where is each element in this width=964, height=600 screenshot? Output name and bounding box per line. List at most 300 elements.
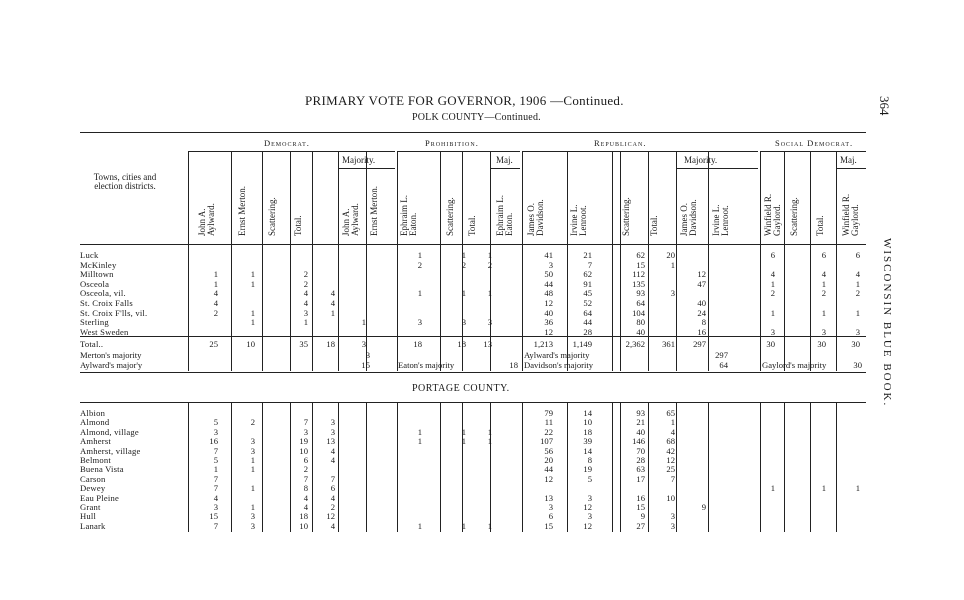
polk-cell-s-maj-gaylord: 3 bbox=[855, 326, 860, 337]
portage-cell-merton: 3 bbox=[250, 436, 255, 447]
portage-cell-davidson: 11 bbox=[544, 417, 553, 428]
polk-cell-r-maj-lenroot: 40 bbox=[697, 298, 706, 308]
polk-total-cell-s-maj-gaylord: 30 bbox=[851, 339, 860, 349]
portage-cell-maj-aylward: 12 bbox=[326, 511, 335, 522]
portage-cell-aylward: 7 bbox=[213, 520, 218, 531]
portage-cell-aylward: 7 bbox=[213, 483, 218, 494]
polk-cell-davidson: 3 bbox=[548, 259, 553, 270]
portage-cell-merton: 3 bbox=[250, 511, 255, 522]
polk-row-label: Osceola, vil. bbox=[80, 288, 126, 299]
column-header-r-maj-lenroot: Irvine L. Lenroot. bbox=[711, 204, 730, 236]
portage-cell-r-total: 28 bbox=[636, 455, 645, 465]
column-header-davidson: James O. Davidson. bbox=[526, 199, 545, 236]
portage-cell-r-maj-davidson: 68 bbox=[666, 436, 675, 447]
column-header-s-maj-gaylord: Winfield R. Gaylord. bbox=[841, 193, 860, 236]
polk-cell-s-maj-gaylord: 1 bbox=[855, 278, 860, 289]
portage-cell-total: 2 bbox=[303, 464, 308, 475]
polk-cell-total: 2 bbox=[303, 269, 308, 280]
portage-cell-lenroot: 10 bbox=[583, 417, 592, 428]
davidson-majority-value: 64 bbox=[719, 360, 728, 370]
portage-cell-davidson: 15 bbox=[544, 520, 553, 531]
portage-cell-maj-aylward: 4 bbox=[330, 455, 335, 465]
polk-cell-merton: 1 bbox=[250, 269, 255, 280]
column-rule bbox=[676, 402, 677, 532]
polk-cell-merton: 1 bbox=[250, 307, 255, 318]
portage-cell-p-maj-eaton: 1 bbox=[487, 426, 492, 437]
portage-cell-total: 18 bbox=[299, 511, 308, 522]
portage-cell-aylward: 3 bbox=[213, 502, 218, 512]
polk-cell-r-total: 64 bbox=[636, 298, 645, 308]
polk-bottom-rule bbox=[80, 372, 866, 373]
column-rule bbox=[612, 402, 613, 532]
prohibition-rule bbox=[397, 151, 520, 152]
portage-cell-total: 7 bbox=[303, 473, 308, 484]
column-rule bbox=[810, 402, 811, 532]
polk-cell-p-maj-eaton: 2 bbox=[487, 259, 492, 270]
portage-cell-maj-aylward: 7 bbox=[330, 473, 335, 484]
portage-cell-r-total: 93 bbox=[636, 408, 645, 418]
column-header-total: Total. bbox=[293, 215, 303, 236]
portage-cell-s-total: 1 bbox=[821, 483, 826, 494]
soc-maj-header: Maj. bbox=[840, 155, 857, 165]
polk-cell-p-maj-eaton: 1 bbox=[487, 250, 492, 260]
polk-cell-p-total: 1 bbox=[461, 288, 466, 299]
polk-cell-s-total: 4 bbox=[821, 269, 826, 280]
portage-cell-davidson: 44 bbox=[544, 464, 553, 475]
column-rule bbox=[366, 151, 367, 371]
republican-header: Republican. bbox=[594, 138, 647, 148]
polk-cell-s-total: 2 bbox=[821, 288, 826, 299]
portage-cell-r-total: 16 bbox=[636, 492, 645, 503]
column-header-s-total: Total. bbox=[815, 215, 825, 236]
polk-total-cell-s-total: 30 bbox=[817, 339, 826, 349]
portage-cell-r-maj-davidson: 3 bbox=[670, 520, 675, 531]
portage-cell-r-maj-davidson: 42 bbox=[666, 445, 675, 456]
polk-row-label: Milltown bbox=[80, 269, 114, 280]
portage-cell-eaton: 1 bbox=[417, 520, 422, 531]
column-rule bbox=[522, 151, 523, 371]
democrat-rule bbox=[188, 151, 395, 152]
column-header-eaton: Ephraim L. Eaton. bbox=[399, 195, 418, 236]
column-rule bbox=[262, 151, 263, 371]
portage-cell-total: 19 bbox=[299, 436, 308, 447]
page-number: 364 bbox=[877, 96, 892, 116]
portage-cell-aylward: 15 bbox=[209, 511, 218, 522]
towns-column-header: Towns, cities and election districts. bbox=[93, 172, 157, 191]
polk-cell-davidson: 12 bbox=[544, 298, 553, 308]
polk-row-label: St. Croix Falls bbox=[80, 298, 133, 308]
column-rule bbox=[760, 402, 761, 532]
portage-cell-eaton: 1 bbox=[417, 426, 422, 437]
portage-cell-total: 4 bbox=[303, 502, 308, 512]
column-header-scattering: Scattering. bbox=[267, 197, 277, 236]
polk-total-cell-maj-aylward: 18 bbox=[326, 339, 335, 349]
portage-cell-davidson: 13 bbox=[544, 492, 553, 503]
portage-row-label: Almond bbox=[80, 417, 110, 428]
portage-cell-r-total: 40 bbox=[636, 426, 645, 437]
polk-cell-s-maj-gaylord: 1 bbox=[855, 307, 860, 318]
column-rule bbox=[290, 151, 291, 371]
portage-row-label: Carson bbox=[80, 473, 106, 484]
eaton-majority-label: Eaton's majority bbox=[398, 360, 455, 370]
total-rule bbox=[80, 336, 866, 337]
polk-total-cell-r-maj-lenroot: 297 bbox=[693, 339, 706, 349]
portage-cell-davidson: 20 bbox=[544, 455, 553, 465]
polk-row-label: Sterling bbox=[80, 317, 109, 328]
portage-cell-r-total: 70 bbox=[636, 445, 645, 456]
column-rule bbox=[784, 402, 785, 532]
polk-cell-lenroot: 21 bbox=[583, 250, 592, 260]
portage-cell-r-maj-davidson: 1 bbox=[670, 417, 675, 428]
portage-cell-lenroot: 18 bbox=[583, 426, 592, 437]
polk-cell-r-total: 104 bbox=[632, 307, 645, 318]
header-bottom-rule bbox=[80, 244, 866, 245]
portage-cell-merton: 1 bbox=[250, 455, 255, 465]
davidson-majority-label: Davidson's majority bbox=[524, 360, 594, 370]
portage-cell-r-maj-davidson: 65 bbox=[666, 408, 675, 418]
polk-total-cell-lenroot: 1,149 bbox=[572, 339, 592, 349]
polk-cell-p-total: 2 bbox=[461, 259, 466, 270]
portage-cell-maj-aylward: 13 bbox=[326, 436, 335, 447]
portage-cell-merton: 3 bbox=[250, 445, 255, 456]
polk-cell-total: 4 bbox=[303, 298, 308, 308]
polk-cell-maj-merton: 1 bbox=[361, 317, 366, 328]
portage-cell-merton: 2 bbox=[250, 417, 255, 428]
page-title: PRIMARY VOTE FOR GOVERNOR, 1906 —Continued. bbox=[305, 93, 624, 108]
portage-cell-lenroot: 39 bbox=[583, 436, 592, 447]
aylward-majority-label: Aylward's major'y bbox=[80, 360, 143, 370]
portage-cell-lenroot: 19 bbox=[583, 464, 592, 475]
column-header-p-maj-eaton: Ephraim L. Eaton. bbox=[495, 195, 514, 236]
portage-cell-davidson: 107 bbox=[540, 436, 553, 447]
table-top-rule bbox=[80, 132, 866, 133]
portage-cell-p-total: 1 bbox=[461, 426, 466, 437]
polk-cell-lenroot: 44 bbox=[583, 317, 592, 328]
column-rule bbox=[490, 402, 491, 532]
portage-row-label: Buena Vista bbox=[80, 464, 124, 475]
polk-cell-lenroot: 52 bbox=[583, 298, 592, 308]
portage-cell-r-maj-davidson: 25 bbox=[666, 464, 675, 475]
portage-cell-aylward: 1 bbox=[213, 464, 218, 475]
polk-cell-eaton: 1 bbox=[417, 250, 422, 260]
portage-cell-r-total: 63 bbox=[636, 464, 645, 475]
portage-cell-maj-aylward: 4 bbox=[330, 520, 335, 531]
polk-cell-merton: 1 bbox=[250, 278, 255, 289]
polk-cell-maj-aylward: 1 bbox=[330, 307, 335, 318]
portage-cell-total: 7 bbox=[303, 417, 308, 428]
portage-title: PORTAGE COUNTY. bbox=[412, 383, 510, 394]
column-rule bbox=[262, 402, 263, 532]
portage-cell-r-total: 21 bbox=[636, 417, 645, 428]
polk-cell-eaton: 3 bbox=[417, 317, 422, 328]
portage-cell-davidson: 56 bbox=[544, 445, 553, 456]
portage-cell-davidson: 79 bbox=[544, 408, 553, 418]
polk-cell-gaylord: 4 bbox=[770, 269, 775, 280]
column-header-merton: Ernst Merton. bbox=[237, 186, 247, 236]
portage-cell-merton: 3 bbox=[250, 520, 255, 531]
column-rule bbox=[188, 402, 189, 532]
portage-cell-r-maj-lenroot: 9 bbox=[701, 502, 706, 512]
portage-cell-r-maj-davidson: 4 bbox=[670, 426, 675, 437]
polk-cell-davidson: 40 bbox=[544, 307, 553, 318]
portage-row-label: Albion bbox=[80, 408, 106, 418]
polk-total-cell-davidson: 1,213 bbox=[533, 339, 553, 349]
polk-cell-r-total: 135 bbox=[632, 278, 645, 289]
polk-cell-davidson: 44 bbox=[544, 278, 553, 289]
portage-cell-r-total: 27 bbox=[636, 520, 645, 531]
county-subtitle: POLK COUNTY—Continued. bbox=[412, 112, 541, 123]
portage-cell-p-total: 1 bbox=[461, 520, 466, 531]
polk-total-cell-p-total: 18 bbox=[457, 339, 466, 349]
column-rule bbox=[397, 402, 398, 532]
portage-cell-aylward: 4 bbox=[213, 492, 218, 503]
polk-total-row-label: Total.. bbox=[80, 339, 104, 349]
polk-cell-r-maj-davidson: 20 bbox=[666, 250, 675, 260]
republican-rule bbox=[522, 151, 758, 152]
polk-cell-p-maj-eaton: 3 bbox=[487, 317, 492, 328]
portage-cell-total: 10 bbox=[299, 445, 308, 456]
portage-cell-davidson: 22 bbox=[544, 426, 553, 437]
portage-cell-r-maj-davidson: 12 bbox=[666, 455, 675, 465]
rep-majority-header: Majority. bbox=[684, 155, 718, 165]
column-rule bbox=[708, 151, 709, 371]
column-rule bbox=[522, 402, 523, 532]
polk-cell-davidson: 12 bbox=[544, 326, 553, 337]
column-rule bbox=[836, 151, 837, 371]
polk-cell-r-maj-davidson: 1 bbox=[670, 259, 675, 270]
column-rule bbox=[462, 402, 463, 532]
portage-cell-r-maj-davidson: 7 bbox=[670, 473, 675, 484]
column-rule bbox=[338, 402, 339, 532]
running-head: WISCONSIN BLUE BOOK. bbox=[881, 238, 893, 408]
column-header-gaylord: Winfield R. Gaylord. bbox=[763, 193, 782, 236]
column-header-r-total: Total. bbox=[649, 215, 659, 236]
column-header-lenroot: Irvine L. Lenroot. bbox=[569, 204, 588, 236]
portage-row-label: Amherst bbox=[80, 436, 111, 447]
polk-cell-aylward: 2 bbox=[213, 307, 218, 318]
portage-top-rule bbox=[80, 402, 866, 403]
rep-aylward-majority-label: Aylward's majority bbox=[524, 350, 590, 360]
portage-cell-davidson: 12 bbox=[544, 473, 553, 484]
polk-row-label: West Sweden bbox=[80, 326, 129, 337]
polk-cell-aylward: 4 bbox=[213, 298, 218, 308]
portage-row-label: Almond, village bbox=[80, 426, 139, 437]
portage-cell-total: 10 bbox=[299, 520, 308, 531]
pro-maj-header: Maj. bbox=[496, 155, 513, 165]
polk-cell-aylward: 1 bbox=[213, 269, 218, 280]
portage-cell-p-maj-eaton: 1 bbox=[487, 436, 492, 447]
column-rule bbox=[338, 151, 339, 371]
polk-row-label: Osceola bbox=[80, 278, 110, 289]
portage-cell-davidson: 3 bbox=[548, 502, 553, 512]
column-header-r-maj-davidson: James O. Davidson. bbox=[679, 199, 698, 236]
polk-cell-s-maj-gaylord: 4 bbox=[855, 269, 860, 280]
polk-cell-s-total: 3 bbox=[821, 326, 826, 337]
polk-total-cell-eaton: 18 bbox=[413, 339, 422, 349]
portage-cell-r-total: 15 bbox=[636, 502, 645, 512]
polk-cell-s-total: 1 bbox=[821, 278, 826, 289]
polk-cell-davidson: 36 bbox=[544, 317, 553, 328]
portage-cell-lenroot: 3 bbox=[587, 492, 592, 503]
portage-row-label: Lanark bbox=[80, 520, 106, 531]
polk-cell-aylward: 1 bbox=[213, 278, 218, 289]
polk-total-cell-gaylord: 30 bbox=[766, 339, 775, 349]
polk-cell-gaylord: 6 bbox=[770, 250, 775, 260]
column-rule bbox=[231, 151, 232, 371]
portage-cell-gaylord: 1 bbox=[770, 483, 775, 494]
portage-row-label: Amherst, village bbox=[80, 445, 141, 456]
portage-cell-merton: 1 bbox=[250, 502, 255, 512]
prohibition-header: Prohibition. bbox=[425, 138, 479, 148]
polk-cell-r-total: 112 bbox=[632, 269, 645, 280]
column-header-maj-merton: Ernst Merton. bbox=[369, 186, 379, 236]
merton-majority-label: Merton's majority bbox=[80, 350, 142, 360]
column-rule bbox=[366, 402, 367, 532]
column-header-aylward: John A. Aylward. bbox=[197, 203, 216, 236]
column-rule bbox=[810, 151, 811, 371]
polk-cell-r-maj-lenroot: 12 bbox=[697, 269, 706, 280]
portage-cell-lenroot: 12 bbox=[583, 502, 592, 512]
polk-cell-p-total: 3 bbox=[461, 317, 466, 328]
polk-cell-r-total: 93 bbox=[636, 288, 645, 299]
portage-cell-aylward: 3 bbox=[213, 426, 218, 437]
portage-cell-r-maj-davidson: 3 bbox=[670, 511, 675, 522]
polk-cell-r-total: 15 bbox=[636, 259, 645, 270]
column-header-s-scattering: Scattering. bbox=[789, 197, 799, 236]
rep-majority-rule bbox=[676, 168, 758, 169]
portage-cell-maj-aylward: 2 bbox=[330, 502, 335, 512]
polk-total-cell-merton: 10 bbox=[246, 339, 255, 349]
pro-maj-rule bbox=[490, 168, 520, 169]
polk-cell-davidson: 48 bbox=[544, 288, 553, 299]
portage-cell-lenroot: 3 bbox=[587, 511, 592, 522]
column-rule bbox=[760, 151, 761, 371]
portage-cell-p-total: 1 bbox=[461, 436, 466, 447]
column-header-p-total: Total. bbox=[467, 215, 477, 236]
column-header-r-scattering: Scattering. bbox=[621, 197, 631, 236]
portage-cell-merton: 1 bbox=[250, 483, 255, 494]
portage-row-label: Grant bbox=[80, 502, 101, 512]
portage-cell-eaton: 1 bbox=[417, 436, 422, 447]
polk-cell-lenroot: 64 bbox=[583, 307, 592, 318]
portage-cell-r-total: 17 bbox=[636, 473, 645, 484]
portage-cell-maj-aylward: 6 bbox=[330, 483, 335, 494]
polk-cell-lenroot: 62 bbox=[583, 269, 592, 280]
polk-cell-gaylord: 1 bbox=[770, 278, 775, 289]
portage-cell-maj-aylward: 4 bbox=[330, 445, 335, 456]
polk-cell-gaylord: 2 bbox=[770, 288, 775, 299]
portage-cell-lenroot: 12 bbox=[583, 520, 592, 531]
polk-cell-gaylord: 3 bbox=[770, 326, 775, 337]
polk-cell-total: 2 bbox=[303, 278, 308, 289]
gaylord-majority-label: Gaylord's majority bbox=[762, 360, 827, 370]
portage-cell-p-maj-eaton: 1 bbox=[487, 520, 492, 531]
portage-cell-aylward: 5 bbox=[213, 455, 218, 465]
portage-row-label: Hull bbox=[80, 511, 97, 522]
portage-cell-aylward: 16 bbox=[209, 436, 218, 447]
column-header-p-scattering: Scattering. bbox=[445, 197, 455, 236]
polk-total-cell-p-maj-eaton: 13 bbox=[483, 339, 492, 349]
polk-cell-r-total: 40 bbox=[636, 326, 645, 337]
polk-cell-aylward: 4 bbox=[213, 288, 218, 299]
polk-cell-r-maj-lenroot: 8 bbox=[701, 317, 706, 328]
portage-cell-s-maj-gaylord: 1 bbox=[855, 483, 860, 494]
column-header-maj-aylward: John A. Aylward. bbox=[341, 203, 360, 236]
portage-cell-merton: 1 bbox=[250, 464, 255, 475]
portage-row-label: Dewey bbox=[80, 483, 106, 494]
polk-cell-eaton: 2 bbox=[417, 259, 422, 270]
column-rule bbox=[836, 402, 837, 532]
column-rule bbox=[784, 151, 785, 371]
dem-majority-header: Majority. bbox=[342, 155, 376, 165]
column-rule bbox=[440, 402, 441, 532]
polk-row-label: St. Croix F'lls, vil. bbox=[80, 307, 148, 318]
polk-cell-r-maj-davidson: 3 bbox=[670, 288, 675, 299]
democrat-header: Democrat. bbox=[264, 138, 310, 148]
eaton-majority-value: 18 bbox=[509, 360, 518, 370]
portage-cell-r-total: 146 bbox=[632, 436, 645, 447]
portage-cell-lenroot: 8 bbox=[587, 455, 592, 465]
polk-cell-lenroot: 91 bbox=[583, 278, 592, 289]
polk-cell-r-total: 80 bbox=[636, 317, 645, 328]
polk-row-label: Luck bbox=[80, 250, 99, 260]
column-rule bbox=[708, 402, 709, 532]
portage-cell-total: 4 bbox=[303, 492, 308, 503]
portage-cell-aylward: 7 bbox=[213, 473, 218, 484]
polk-total-cell-r-maj-davidson: 361 bbox=[662, 339, 675, 349]
polk-cell-lenroot: 7 bbox=[587, 259, 592, 270]
rep-aylward-majority-value: 297 bbox=[715, 350, 728, 360]
polk-cell-maj-aylward: 4 bbox=[330, 288, 335, 299]
portage-cell-total: 8 bbox=[303, 483, 308, 494]
portage-cell-maj-aylward: 3 bbox=[330, 426, 335, 437]
portage-cell-r-total: 9 bbox=[640, 511, 645, 522]
polk-row-label: McKinley bbox=[80, 259, 117, 270]
polk-cell-s-total: 1 bbox=[821, 307, 826, 318]
polk-cell-s-maj-gaylord: 6 bbox=[855, 250, 860, 260]
portage-cell-maj-aylward: 3 bbox=[330, 417, 335, 428]
portage-cell-aylward: 5 bbox=[213, 417, 218, 428]
polk-cell-davidson: 41 bbox=[544, 250, 553, 260]
polk-cell-merton: 1 bbox=[250, 317, 255, 328]
polk-cell-r-total: 62 bbox=[636, 250, 645, 260]
polk-cell-total: 1 bbox=[303, 317, 308, 328]
socdem-rule bbox=[760, 151, 866, 152]
polk-total-cell-aylward: 25 bbox=[209, 339, 218, 349]
portage-cell-davidson: 6 bbox=[548, 511, 553, 522]
polk-total-cell-maj-merton: 3 bbox=[361, 339, 366, 349]
polk-cell-total: 3 bbox=[303, 307, 308, 318]
portage-cell-lenroot: 5 bbox=[587, 473, 592, 484]
polk-cell-davidson: 50 bbox=[544, 269, 553, 280]
polk-cell-eaton: 1 bbox=[417, 288, 422, 299]
aylward-majority-value: 15 bbox=[361, 360, 370, 370]
polk-cell-lenroot: 45 bbox=[583, 288, 592, 299]
portage-cell-total: 6 bbox=[303, 455, 308, 465]
gaylord-majority-value: 30 bbox=[853, 360, 862, 370]
column-rule bbox=[312, 151, 313, 371]
portage-cell-aylward: 7 bbox=[213, 445, 218, 456]
socdem-header: Social Democrat. bbox=[775, 138, 854, 148]
column-rule bbox=[676, 151, 677, 371]
portage-cell-lenroot: 14 bbox=[583, 445, 592, 456]
polk-cell-r-maj-lenroot: 47 bbox=[697, 278, 706, 289]
portage-cell-r-maj-davidson: 10 bbox=[666, 492, 675, 503]
polk-cell-lenroot: 28 bbox=[583, 326, 592, 337]
merton-majority-value: 3 bbox=[365, 350, 370, 360]
portage-cell-maj-aylward: 4 bbox=[330, 492, 335, 503]
polk-cell-s-maj-gaylord: 2 bbox=[855, 288, 860, 299]
